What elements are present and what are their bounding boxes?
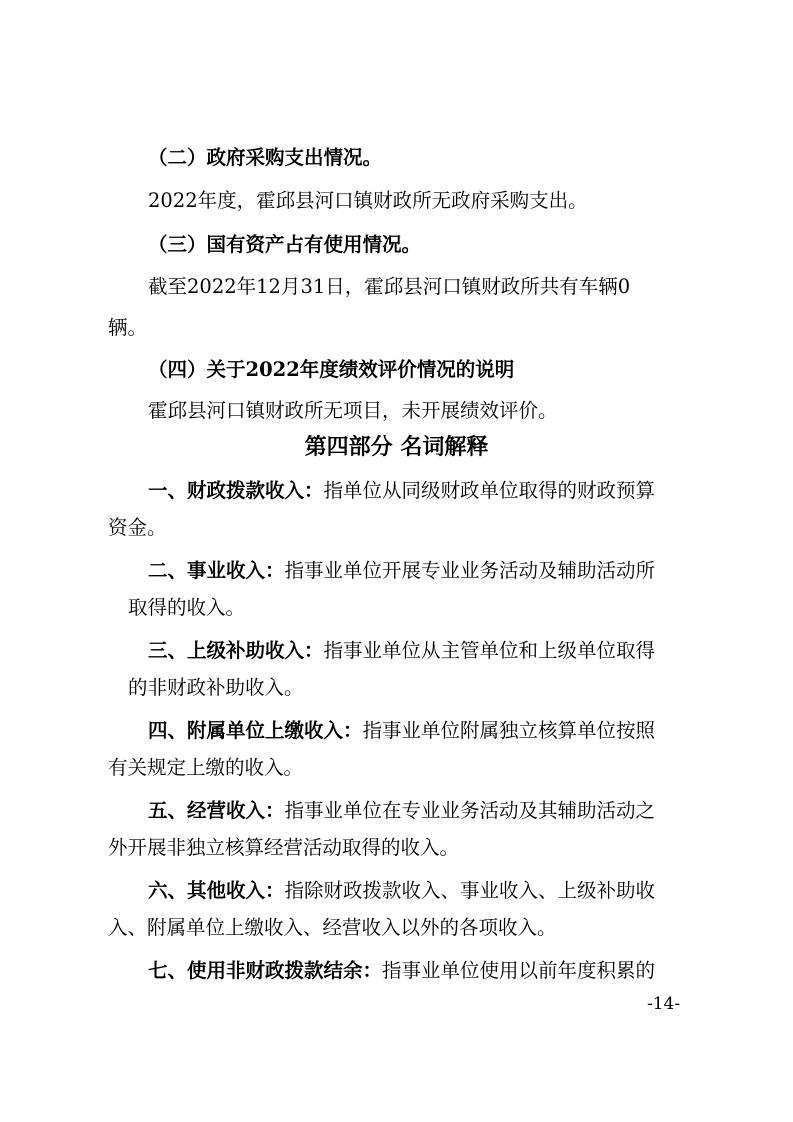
term-definition-cont: 的非财政补助收入。 [128,676,304,699]
term-label: 六、其他收入： [148,879,285,902]
term-item [148,716,655,746]
term-definition: 指事业单位从主管单位和上级单位取得 [323,639,656,662]
part-title: 第四部分 名词解释 [304,434,489,460]
term-definition: 指事业单位附属独立核算单位按照 [362,719,656,742]
term-label: 七、使用非财政拨款结余： [148,959,383,982]
term-item [148,476,655,506]
term-item [148,636,655,666]
term-item [148,556,655,586]
assets-heading: （三）国有资产占有使用情况。 [148,233,422,256]
performance-heading: （四）关于2022年度绩效评价情况的说明 [148,358,515,381]
term-definition-cont: 资金。 [108,516,167,539]
procurement-heading: （二）政府采购支出情况。 [148,146,383,169]
term-definition: 指除财政拨款收入、事业收入、上级补助收 [284,879,656,902]
term-label: 二、事业收入： [148,559,285,582]
assets-text-line2: 辆。 [108,316,148,339]
term-label: 四、附属单位上缴收入： [148,719,363,742]
term-label: 一、财政拨款收入： [148,479,324,502]
term-item [148,796,655,826]
term-definition-cont: 入、附属单位上缴收入、经营收入以外的各项收入。 [108,916,557,939]
term-definition: 指事业单位在专业业务活动及其辅助活动之 [284,799,656,822]
term-definition-cont: 取得的收入。 [128,596,246,619]
term-definition: 指单位从同级财政单位取得的财政预算 [323,479,656,502]
term-definition-cont: 外开展非独立核算经营活动取得的收入。 [108,836,460,859]
page-number: -14- [647,994,681,1014]
procurement-text: 2022年度，霍邱县河口镇财政所无政府采购支出。 [148,189,588,212]
term-label: 三、上级补助收入： [148,639,324,662]
term-definition: 指事业单位开展专业业务活动及辅助活动所 [284,559,656,582]
term-definition: 指事业单位使用以前年度积累的 [382,959,656,982]
assets-text-line1: 截至2022年12月31日，霍邱县河口镇财政所共有车辆0 [148,275,631,298]
term-item [148,956,655,986]
term-definition-cont: 有关规定上缴的收入。 [108,756,304,779]
performance-text: 霍邱县河口镇财政所无项目，未开展绩效评价。 [148,399,558,422]
term-item [148,876,655,906]
term-label: 五、经营收入： [148,799,285,822]
